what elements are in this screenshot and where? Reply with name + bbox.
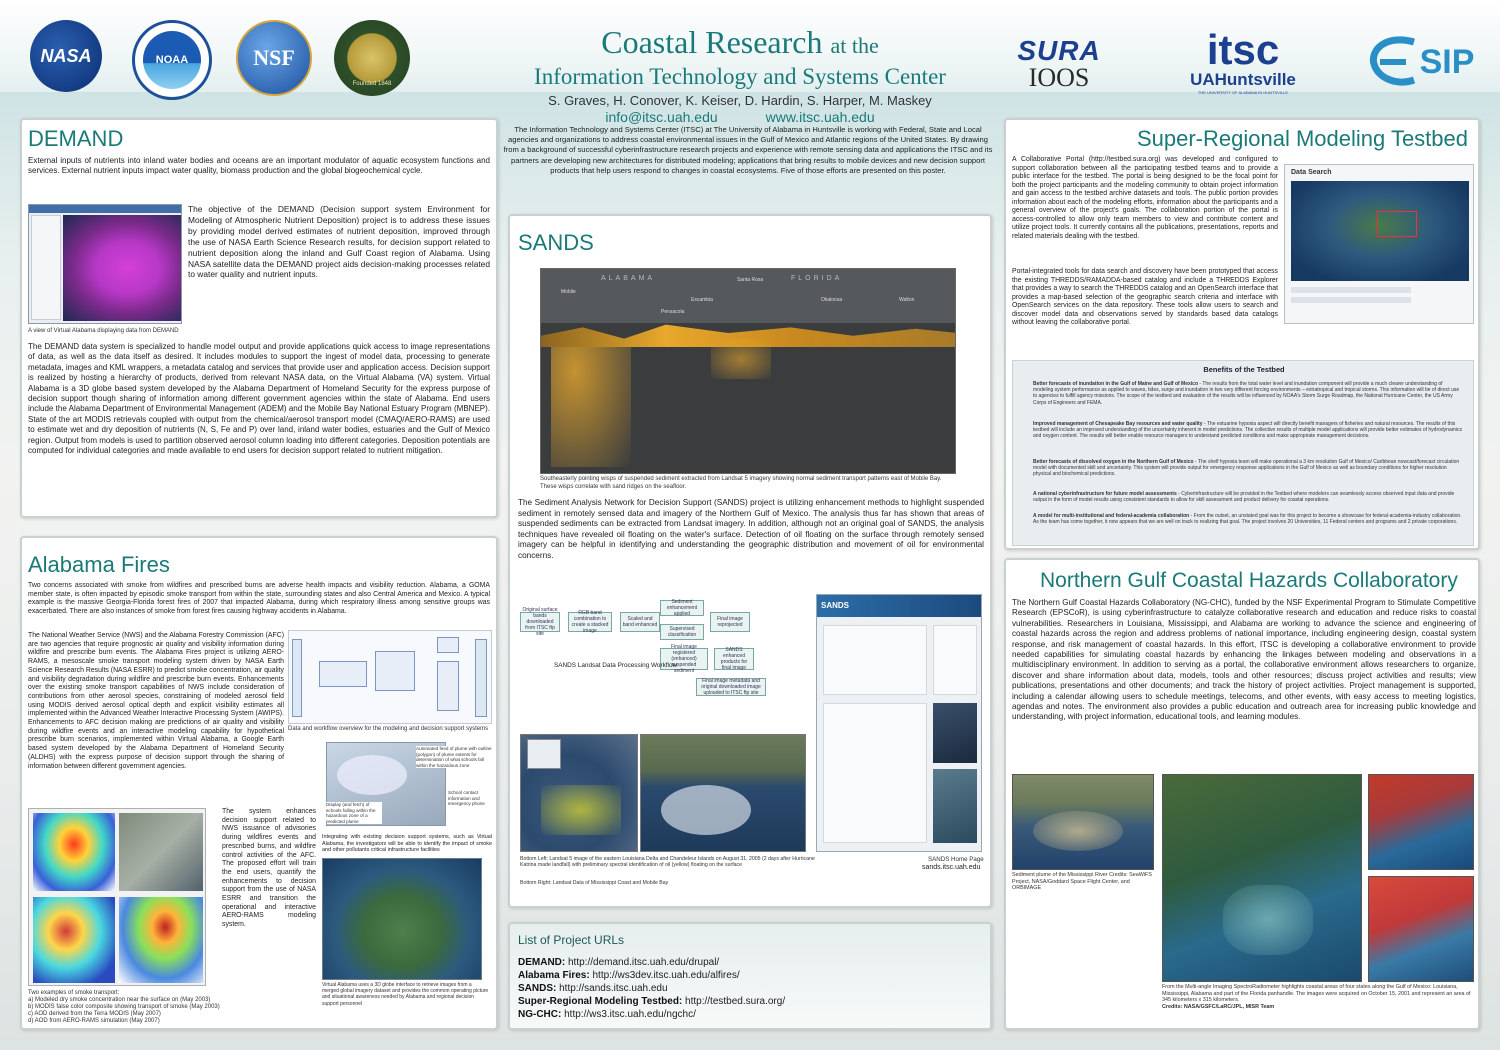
flow-step-5: Supervised classification bbox=[660, 624, 704, 640]
testbed-paragraph-2: Portal-integrated tools for data search and discovery have been prototyped that access the existing THREDDS/RAMADDA-based catalog and include a THREDDS Explorer that provides a way to search the THREDDS catalog and an OpenSearch interface that provides a map-based selection of the geographic search criteria and interface with OpenSearch services on the data repository. These tools allow users to search and discover model data and observations served by standards based data catalogs without leaving the collaborative portal. bbox=[1012, 268, 1278, 326]
map-label-okaloosa: Okaloosa bbox=[821, 297, 843, 303]
sands-map-caption: Southeasterly pointing wisps of suspended sediment extracted from Landsat 5 imagery showing normal sediment transport patterns east of Mobile Bay. These wisps correlate with sand ridges on the seafloor. bbox=[540, 476, 942, 490]
demand-paragraph-1: External inputs of nutrients into inland water bodies and oceans are an important modulator of aquatic ecosystem functions and services. External nutrient inputs impact water quality, biomass production and the global biogeochemical cycle. bbox=[28, 156, 490, 176]
sediment-plume-image bbox=[1012, 774, 1154, 870]
flow-step-6: Final image reprojected bbox=[710, 612, 750, 632]
landsat-louisiana-oil-image bbox=[520, 734, 638, 852]
noaa-logo: NOAA bbox=[132, 20, 212, 100]
url-row-sands[interactable]: SANDS: http://sands.itsc.uah.edu bbox=[518, 983, 668, 994]
smoke-transport-images bbox=[28, 808, 206, 986]
url-row-ngchc[interactable]: NG-CHC: http://ws3.itsc.uah.edu/ngchc/ bbox=[518, 1009, 696, 1020]
sands-workflow-diagram bbox=[520, 594, 806, 698]
gsa-seal: Founded 1848 bbox=[334, 20, 410, 96]
demand-paragraph-3: The DEMAND data system is specialized to handle model output and provide applications quick access to image representations of data, as well as the data itself as desired. It includes modules to support the ingest of model data, processing to generate metadata, images and KML wrappers, a metadata catalog and services that provide user and application access. Decision support is realized by hosting a hierarchy of products, derived from relevant NASA data, on the Virtual Alabama (VA) system. Virtual Alabama is a 3D globe based system developed by the Alabama Department of Homeland Security for the express purpose of decision support though sharing of information among different government agencies within the state of Alabama. End users include the Alabama Department of Environmental Management (ADEM) and the Mobile Bay National Estuary Program (MBNEP). State of the art MODIS retrievals coupled with output from the chemical/aerosol transport model (CMAQ/AERO-RAMS) are used to estimate wet and dry deposition of nutrients (N, S, Fe and P) over land, inland water bodies, estuaries and the Gulf of Mexico region. Output from models is used to partition observed aerosol column loading into different categories. Deposition potentials are computed for individual categories and made available to end users for decision support related to nutrient mitigation. bbox=[28, 342, 490, 456]
map-label-pensacola: Pensacola bbox=[661, 309, 685, 315]
landsat-mississippi-mobile-image bbox=[640, 734, 806, 852]
smoke-caption-title: Two examples of smoke transport: bbox=[28, 990, 120, 996]
map-label-alabama: ALABAMA bbox=[601, 275, 656, 282]
benefits-box bbox=[1012, 360, 1474, 546]
ngchc-paragraph-1: The Northern Gulf Coastal Hazards Collaboratory (NG-CHC), funded by the NSF Experimental Program to Stimulate Competitive Research (EPSCoR), is using cyberinfrastructure to catalyze collaborative research and education and reduce risks to coastal vulnerabilities. Researchers in Louisiana, Mississippi, and Alabama are working to advance the science and engineering of coastal hazards across the region and address problems of national importance, including engineering design, coastal system response, and risk management of coastal hazards. In this effort, ITSC is developing a collaborative environment to provide needed capabilities for simulating coastal hazards by enhancing the linkages between modeling and observations in a multidisciplinary environment. In addition to serving as a portal, the collaborative environment allows researchers to organize, discover and share information about data, models, tools and other resources; discuss project activities and results; view publications, presentations and other documents; and track the history of project activities. Project management is supported, including a calendar allowing users to schedule meetings, telecoms, and other events, with easy access to meeting logistics, agendas and notes. The environment also provides a public education and outreach area for increasing public knowledge and understanding, with project information, educational tools, and learning modules. bbox=[1012, 598, 1476, 722]
url-row-testbed[interactable]: Super-Regional Modeling Testbed: http://testbed.sura.org/ bbox=[518, 996, 786, 1007]
fires-workflow-caption: Data and workflow overview for the modeling and decision support systems bbox=[288, 726, 489, 732]
url-row-alabama-fires[interactable]: Alabama Fires: http://ws3dev.itsc.uah.edu/alfires/ bbox=[518, 970, 740, 981]
flow-step-8: SANDS enhanced products for final image bbox=[714, 648, 754, 670]
misr-coastal-image-top bbox=[1368, 774, 1474, 870]
project-urls-panel bbox=[508, 922, 992, 1030]
fires-annotation-1: Automated feed of plume with outline (polygon) of plume extents for determination of what schools fall within the hazardous zone bbox=[416, 746, 494, 768]
authors: S. Graves, H. Conover, K. Keiser, D. Hardin, S. Harper, M. Maskey bbox=[548, 93, 932, 108]
map-label-florida: FLORIDA bbox=[791, 275, 843, 282]
website-link[interactable]: www.itsc.uah.edu bbox=[765, 109, 875, 125]
map-label-mobile: Mobile bbox=[561, 289, 576, 295]
itsc-uah-logo: itsc UAHuntsville THE UNIVERSITY OF ALABAMA IN HUNTSVILLE bbox=[1190, 25, 1296, 95]
fires-paragraph-1: Two concerns associated with smoke from wildfires and prescribed burns are adverse health impacts and visibility reduction. Alabama, a GOMA member state, is often impacted by episodic smoke transport from within the state, surrounding states and also Central America and Mexico. A typical example is the massive Georgia-Florida forest fires of 2007 that impacted Alabama, during which respiratory illness among sensitive groups was exacerbated. There are also instances of smoke from forest fires causing highway accidents in Alabama. bbox=[28, 582, 490, 616]
smoke-caption-d: d) AOD from AERO-RAMS simulation (May 2007) bbox=[28, 1018, 160, 1024]
flow-step-4: Sediment enhancement applied bbox=[660, 600, 704, 616]
demand-heading: DEMAND bbox=[28, 126, 124, 151]
flow-step-9: Final image metadata and original downloaded image uploaded to ITSC ftp site bbox=[696, 678, 766, 696]
benefit-item: Better forecasts of dissolved oxygen in the Northern Gulf of Mexico - The shelf hypoxia team will make operational a 3 km resolution Gulf of Mexico/ Caribbean nowcast/forecast circulation model with documented skill and uncertainty. This system will provide output for emergency response applications in the Gulf of Mexico as well as boundary conditions for higher resolution physical and biochemical predictions. bbox=[1033, 459, 1460, 478]
esip-swoosh-icon bbox=[1366, 34, 1420, 90]
testbed-heading: Super-Regional Modeling Testbed bbox=[1136, 126, 1468, 151]
sands-home-url[interactable]: sands.itsc.uah.edu bbox=[922, 864, 981, 871]
misr-caption: From the Multi-angle Imaging SpectroRadiometer highlights coastal areas of four states along the Gulf of Mexico: Louisiana, Mississippi, Alabama and part of the Florida panhandle. The images were acquired on October 15, 2001 and represent an area of 345 kilometers x 315 kilometers. bbox=[1162, 984, 1471, 1004]
fires-paragraph-3: The system enhances decision support related to NWS issuance of advisories during wildfires events and prescribed burns, and wildfire control activities of the AFC. The proposed effort will train the end users, quantify the enhancements to decision support from the use of NASA ESRR and transition the operational and interactive AERO-RAMS modeling system. bbox=[222, 808, 316, 929]
poster-subtitle: Information Technology and Systems Center bbox=[534, 64, 946, 89]
contact-line bbox=[460, 109, 1020, 126]
testbed-data-search-screenshot: Data Search bbox=[1284, 164, 1474, 324]
sura-ioos-logo: SURA IOOS bbox=[1017, 35, 1101, 92]
benefit-item: A national cyberinfrastructure for future model assessments - Cyberinfrastructure will be provided in the Testbed where modelers can seamlessly access observed input data and provide output in the form of model results using consistent standards to allow for skill assessment and product delivery for coastal operations. bbox=[1033, 491, 1455, 504]
poster-title: Coastal Research at the bbox=[601, 24, 879, 60]
virtual-alabama-caption: Virtual Alabama uses a 3D globe interface to retrieve images from a merged global imagery dataset and provides the common operating picture and situational awareness needed by Alabama and regional decision support personnel bbox=[322, 982, 489, 1007]
fires-annotation-3: Display (and fetch) of schools falling within the hazardous zone of a predicted plume bbox=[326, 802, 382, 824]
ngchc-heading: Northern Gulf Coastal Hazards Collaboratory bbox=[1040, 569, 1458, 592]
sands-paragraph-1: The Sediment Analysis Network for Decision Support (SANDS) project is utilizing enhancement methods to highlight suspended sediment in remotely sensed data and imagery of the Northern Gulf of Mexico. The analysis thus far has shown that areas of suspended sediments can be extracted from Landsat imagery. In addition, although not an original goal of SANDS, the analysis techniques have revealed oil floating on the water's surface. Detection of oil floating on the surface through remotely sensed imagery can be helpful in identifying and understanding the geographic distribution and movement of oil for environmental concerns. bbox=[518, 498, 984, 560]
smoke-caption-c: c) AOD derived from the Terra MODIS (May 2007) bbox=[28, 1011, 161, 1017]
sands-bottom-right-caption: Bottom Right: Landsat Data of Mississippi Coast and Mobile Bay bbox=[520, 880, 669, 886]
sands-panel bbox=[508, 214, 992, 908]
fires-paragraph-4: Integrating with existing decision support systems, such as Virtual Alabama, the investigators will be able to identify the impact of smoke and other pollutants critical infrastructure facilities bbox=[322, 834, 492, 854]
flow-step-2: RGB band combination to create a stacked image bbox=[568, 612, 612, 632]
alabama-fires-heading: Alabama Fires bbox=[28, 552, 170, 577]
nasa-logo: NASA bbox=[30, 20, 102, 92]
sands-heading: SANDS bbox=[518, 230, 594, 255]
esip-logo: SIP bbox=[1360, 30, 1480, 94]
flow-step-3: Scaled and band enhanced bbox=[620, 612, 660, 632]
smoke-caption-b: b) MODIS false color composite showing transport of smoke (May 2003) bbox=[28, 1004, 220, 1010]
sands-bottom-left-caption: Bottom Left: Landsat 5 image of the eastern Louisiana Delta and Chandeleur Islands on August 31, 2005 (2 days after Hurricane Katrina made landfall) with preliminary spectral identification of oil (yellow) floating on the surface bbox=[520, 856, 815, 869]
sands-home-page-screenshot: SANDS bbox=[816, 594, 982, 852]
email-link[interactable]: info@itsc.uah.edu bbox=[605, 109, 718, 125]
intro-text: The Information Technology and Systems Center (ITSC) at The University of Alabama in Huntsville is working with Federal, State and Local agencies and organizations to address coastal environmental issues in the Gulf of Mexico and Atlantic regions of the United States. By drawing from a background of successful cyberinfrastructure research projects and experience with remote sensing data and applications the ITSC and its partners are developing new architectures for distributed modeling; applications that bring results to mobile devices and new decision support products that help users respond to changes in coastal ecosystems. Five of those efforts are presented on this poster. bbox=[503, 125, 993, 175]
ngchc-panel bbox=[1004, 558, 1480, 1030]
alabama-fires-panel bbox=[20, 536, 498, 1030]
benefit-item: Improved management of Chesapeake Bay resources and water quality - The estuarine hypoxia aspect will directly benefit managers of fisheries and natural resources. The results of this testbed will include an improved understanding of the uncertainty inherent in model predictions. The collective results of multiple model applications will provide better estimates of hydrodynamics and oxygen content. The results will better enable resource managers to understand predicted conditions and make appropriate management decisions. bbox=[1033, 421, 1463, 440]
map-label-walton: Walton bbox=[899, 297, 915, 303]
nsf-logo: NSF bbox=[236, 20, 312, 96]
sands-home-caption: SANDS Home Page bbox=[928, 856, 984, 863]
sediment-plume-caption: Sediment plume of the Mississippi River Credits: SeaWiFS Project, NASA/Goddard Space Flight Center, and ORBIMAGE bbox=[1012, 872, 1152, 892]
benefits-title: Benefits of the Testbed bbox=[1203, 365, 1285, 374]
demand-image-caption: A view of Virtual Alabama displaying data from DEMAND bbox=[28, 328, 179, 334]
misr-credit: Credits: NASA/GSFC/LaRC/JPL, MISR Team bbox=[1162, 1004, 1275, 1010]
urls-heading: List of Project URLs bbox=[518, 933, 625, 947]
demand-paragraph-2: The objective of the DEMAND (Decision support system Environment for Modeling of Atmospheric Nutrient Deposition) project is to address these issues by providing model derived estimates of nutrient deposition, improved through the use of NASA Earth Science Research results, for decision support related to nutrient deposition along the inland and Gulf Coast region of Alabama. Using NASA satellite data the DEMAND project aids decision-making processes related to water quality and nutrient inputs. bbox=[188, 204, 490, 280]
benefit-item: A model for multi-institutional and federal-academia collaboration - From the outset, an unstated goal was for this project to become a showcase for federal-academia-industry collaboration. As the team has come together, it now appears that we are well on track to realizing that goal. The project involves 20 Universities, 11 Federal centers and programs and 2 private corporations. bbox=[1033, 513, 1462, 526]
poster-title-block bbox=[460, 24, 1020, 126]
smoke-caption-a: a) Modeled dry smoke concentration near the surface on (May 2003) bbox=[28, 997, 211, 1003]
benefit-item: Better forecasts of inundation in the Gulf of Maine and Gulf of Mexico - The results from the total water level and inundation component will provide a much clearer understanding of modeling system performance as applied to waves, tides, surge and inundation in two very different forcing environments – extratropical and tropical storms. This information will be of direct use to agencies to fulfill agency missions. The scope of the testbed and evaluation of the results will be influenced by NOAA's Storm Surge Roadmap, the National Hurricane Center, the US Army Corps of Engineers and FEMA. bbox=[1033, 381, 1460, 406]
flow-step-7: Final image registered (enhanced) suspended sediment bbox=[660, 648, 708, 670]
misr-coastal-image-large bbox=[1162, 774, 1362, 982]
virtual-alabama-globe-image bbox=[322, 858, 482, 980]
testbed-paragraph-1: A Collaborative Portal (http://testbed.sura.org) was developed and configured to support collaboration between all the participating testbed teams and to provide a public interface for the testbed. The portal is being designed to be the focal point for both the project participants and the modeling community to obtain project information and gain access to the testbed archive datasets and tools. The public portion provides information about each of the modeling efforts, information about the participants and a general overview of the project's goals. The collaboration portion of the portal is access-controlled to allow only team members to view and contribute content and utilize project tools. It currently contains all the publications, presentations, reports and related materials dealing with the testbed. bbox=[1012, 156, 1278, 240]
map-label-escambia: Escambia bbox=[691, 297, 713, 303]
map-label-santa-rosa: Santa Rosa bbox=[737, 277, 764, 283]
flow-step-1: Original surface bands downloaded from ITSC ftp site bbox=[520, 612, 560, 632]
testbed-panel bbox=[1004, 118, 1480, 550]
demand-panel bbox=[20, 118, 498, 518]
misr-coastal-image-bottom bbox=[1368, 876, 1474, 982]
url-row-demand[interactable]: DEMAND: http://demand.itsc.uah.edu/drupal/ bbox=[518, 957, 720, 968]
demand-virtual-alabama-screenshot bbox=[28, 204, 182, 324]
sands-workflow-title: SANDS Landsat Data Processing Workflow bbox=[554, 662, 678, 669]
fires-annotation-2: School contact information and emergency phone bbox=[448, 790, 496, 807]
sands-sediment-map bbox=[540, 268, 956, 474]
fires-workflow-diagram bbox=[288, 630, 492, 724]
fires-paragraph-2: The National Weather Service (NWS) and the Alabama Forestry Commission (AFC) are two agencies that require prognostic air quality and visibility information during wildfire and prescribe burn events. The Alabama Fires project is utilizing AERO-RAMS, a mesoscale smoke transport modeling system driven by NASA Earth Science Research Results (NASA ESRR) to predict smoke concentration, air quality and visibility degradation during wildfire and prescribe burn events. Enhancements over the existing smoke transport capabilities of NWS include consideration of contributions from other aerosol species, constraining of modeled aerosol field using MODIS derived aerosol optical depth and explicit visibility estimates all implemented within the Advanced Weather Interactive Processing System (AWIPS). Enhancements to AFC decision making are predictions of air quality and visibility during wildfire events and an interactive modeling capability for hypothetical prescribe burn scenarios, implemented within Virtual Alabama, a Google Earth based system developed by the Alabama Department of Homeland Security (ALDHS) with the express purpose of decision support through the sharing of information between different government agencies. bbox=[28, 632, 284, 770]
